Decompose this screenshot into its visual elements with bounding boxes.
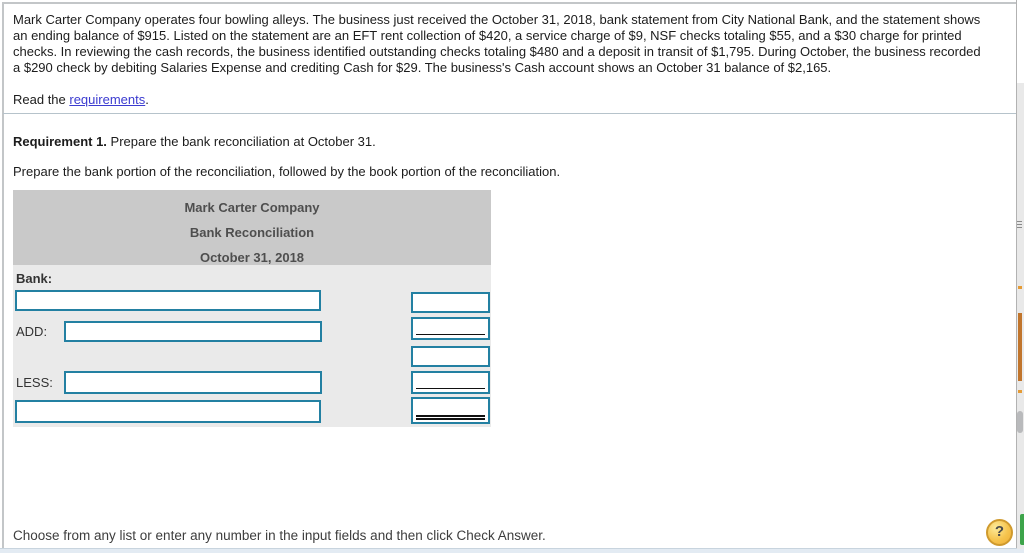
amount-input-4[interactable] — [413, 373, 488, 392]
problem-line: a $290 check by debiting Salaries Expense and crediting Cash for $29. The business's Cash account shows an October 31 balance of $2,165. — [13, 60, 832, 75]
table-header — [13, 190, 491, 265]
bottom-bar — [0, 548, 1024, 553]
problem-statement — [13, 12, 1013, 76]
panel-left-border — [2, 2, 4, 548]
divider-grip-icon[interactable] — [1017, 221, 1022, 222]
add-description-input[interactable] — [66, 323, 320, 340]
problem-line: an ending balance of $915. Listed on the statement are an EFT rent collection of $420, a service charge of $9, NSF checks totaling $55, and a $30 charge for printed — [13, 28, 962, 43]
amount-field-2 — [411, 317, 490, 340]
read-suffix: . — [145, 92, 149, 107]
read-prefix: Read the — [13, 92, 70, 107]
amount-field-1 — [411, 292, 490, 313]
adjusted-bank-balance-description-input[interactable] — [17, 402, 319, 421]
requirement-text: Prepare the bank reconciliation at October 31. — [106, 134, 376, 149]
bank-section-label: Bank: — [16, 271, 53, 286]
problem-line: checks. In reviewing the cash records, the business identified outstanding checks totaling $480 and a deposit in transit of $1,795. During October, the business recorded — [13, 44, 981, 59]
adjusted-bank-balance-description-field — [15, 400, 321, 423]
check-answer-button-edge[interactable] — [1020, 514, 1024, 545]
amount-input-2[interactable] — [413, 319, 488, 338]
requirement-label: Requirement 1. — [13, 134, 107, 149]
requirement-instruction: Prepare the bank portion of the reconciliation, followed by the book portion of the reconciliation. — [13, 164, 561, 179]
scroll-position-indicator — [1018, 313, 1022, 381]
bank-reconciliation-table — [13, 190, 491, 427]
amount-field-3 — [411, 346, 490, 367]
subtotal-underline — [416, 388, 485, 389]
statement-title: Bank Reconciliation — [189, 225, 315, 240]
add-description-field — [64, 321, 322, 342]
divider-grip-icon[interactable] — [1017, 227, 1022, 228]
less-description-input[interactable] — [66, 373, 320, 392]
less-label: LESS: — [16, 375, 53, 390]
question-mark-icon: ? — [994, 523, 1005, 540]
company-name: Mark Carter Company — [184, 200, 320, 215]
problem-line: Mark Carter Company operates four bowling alleys. The business just received the October 31, 2018, bank statement from City National Bank, and the statement shows — [13, 12, 981, 27]
read-requirements-line — [13, 92, 149, 107]
statement-date: October 31, 2018 — [199, 250, 305, 265]
footer-instruction: Choose from any list or enter any number in the input fields and then click Check Answer. — [13, 528, 546, 543]
amount-input-1[interactable] — [413, 294, 488, 311]
less-description-field — [64, 371, 322, 394]
add-label: ADD: — [16, 324, 48, 339]
help-button[interactable] — [986, 519, 1013, 546]
amount-field-4 — [411, 371, 490, 394]
amount-field-5 — [411, 397, 490, 424]
total-double-underline — [416, 415, 485, 420]
requirements-link[interactable]: requirements — [69, 92, 146, 107]
section-divider — [3, 113, 1016, 114]
amount-input-3[interactable] — [413, 348, 488, 365]
scrollbar-thumb[interactable] — [1017, 411, 1023, 433]
bank-balance-description-input[interactable] — [17, 292, 319, 309]
divider-grip-icon[interactable] — [1017, 224, 1022, 225]
panel-top-border — [2, 2, 1016, 4]
subtotal-underline — [416, 334, 485, 335]
scroll-marker-bottom — [1018, 390, 1022, 393]
bank-balance-description-field — [15, 290, 321, 311]
scroll-marker-top — [1018, 286, 1022, 289]
requirement-heading — [13, 134, 376, 149]
